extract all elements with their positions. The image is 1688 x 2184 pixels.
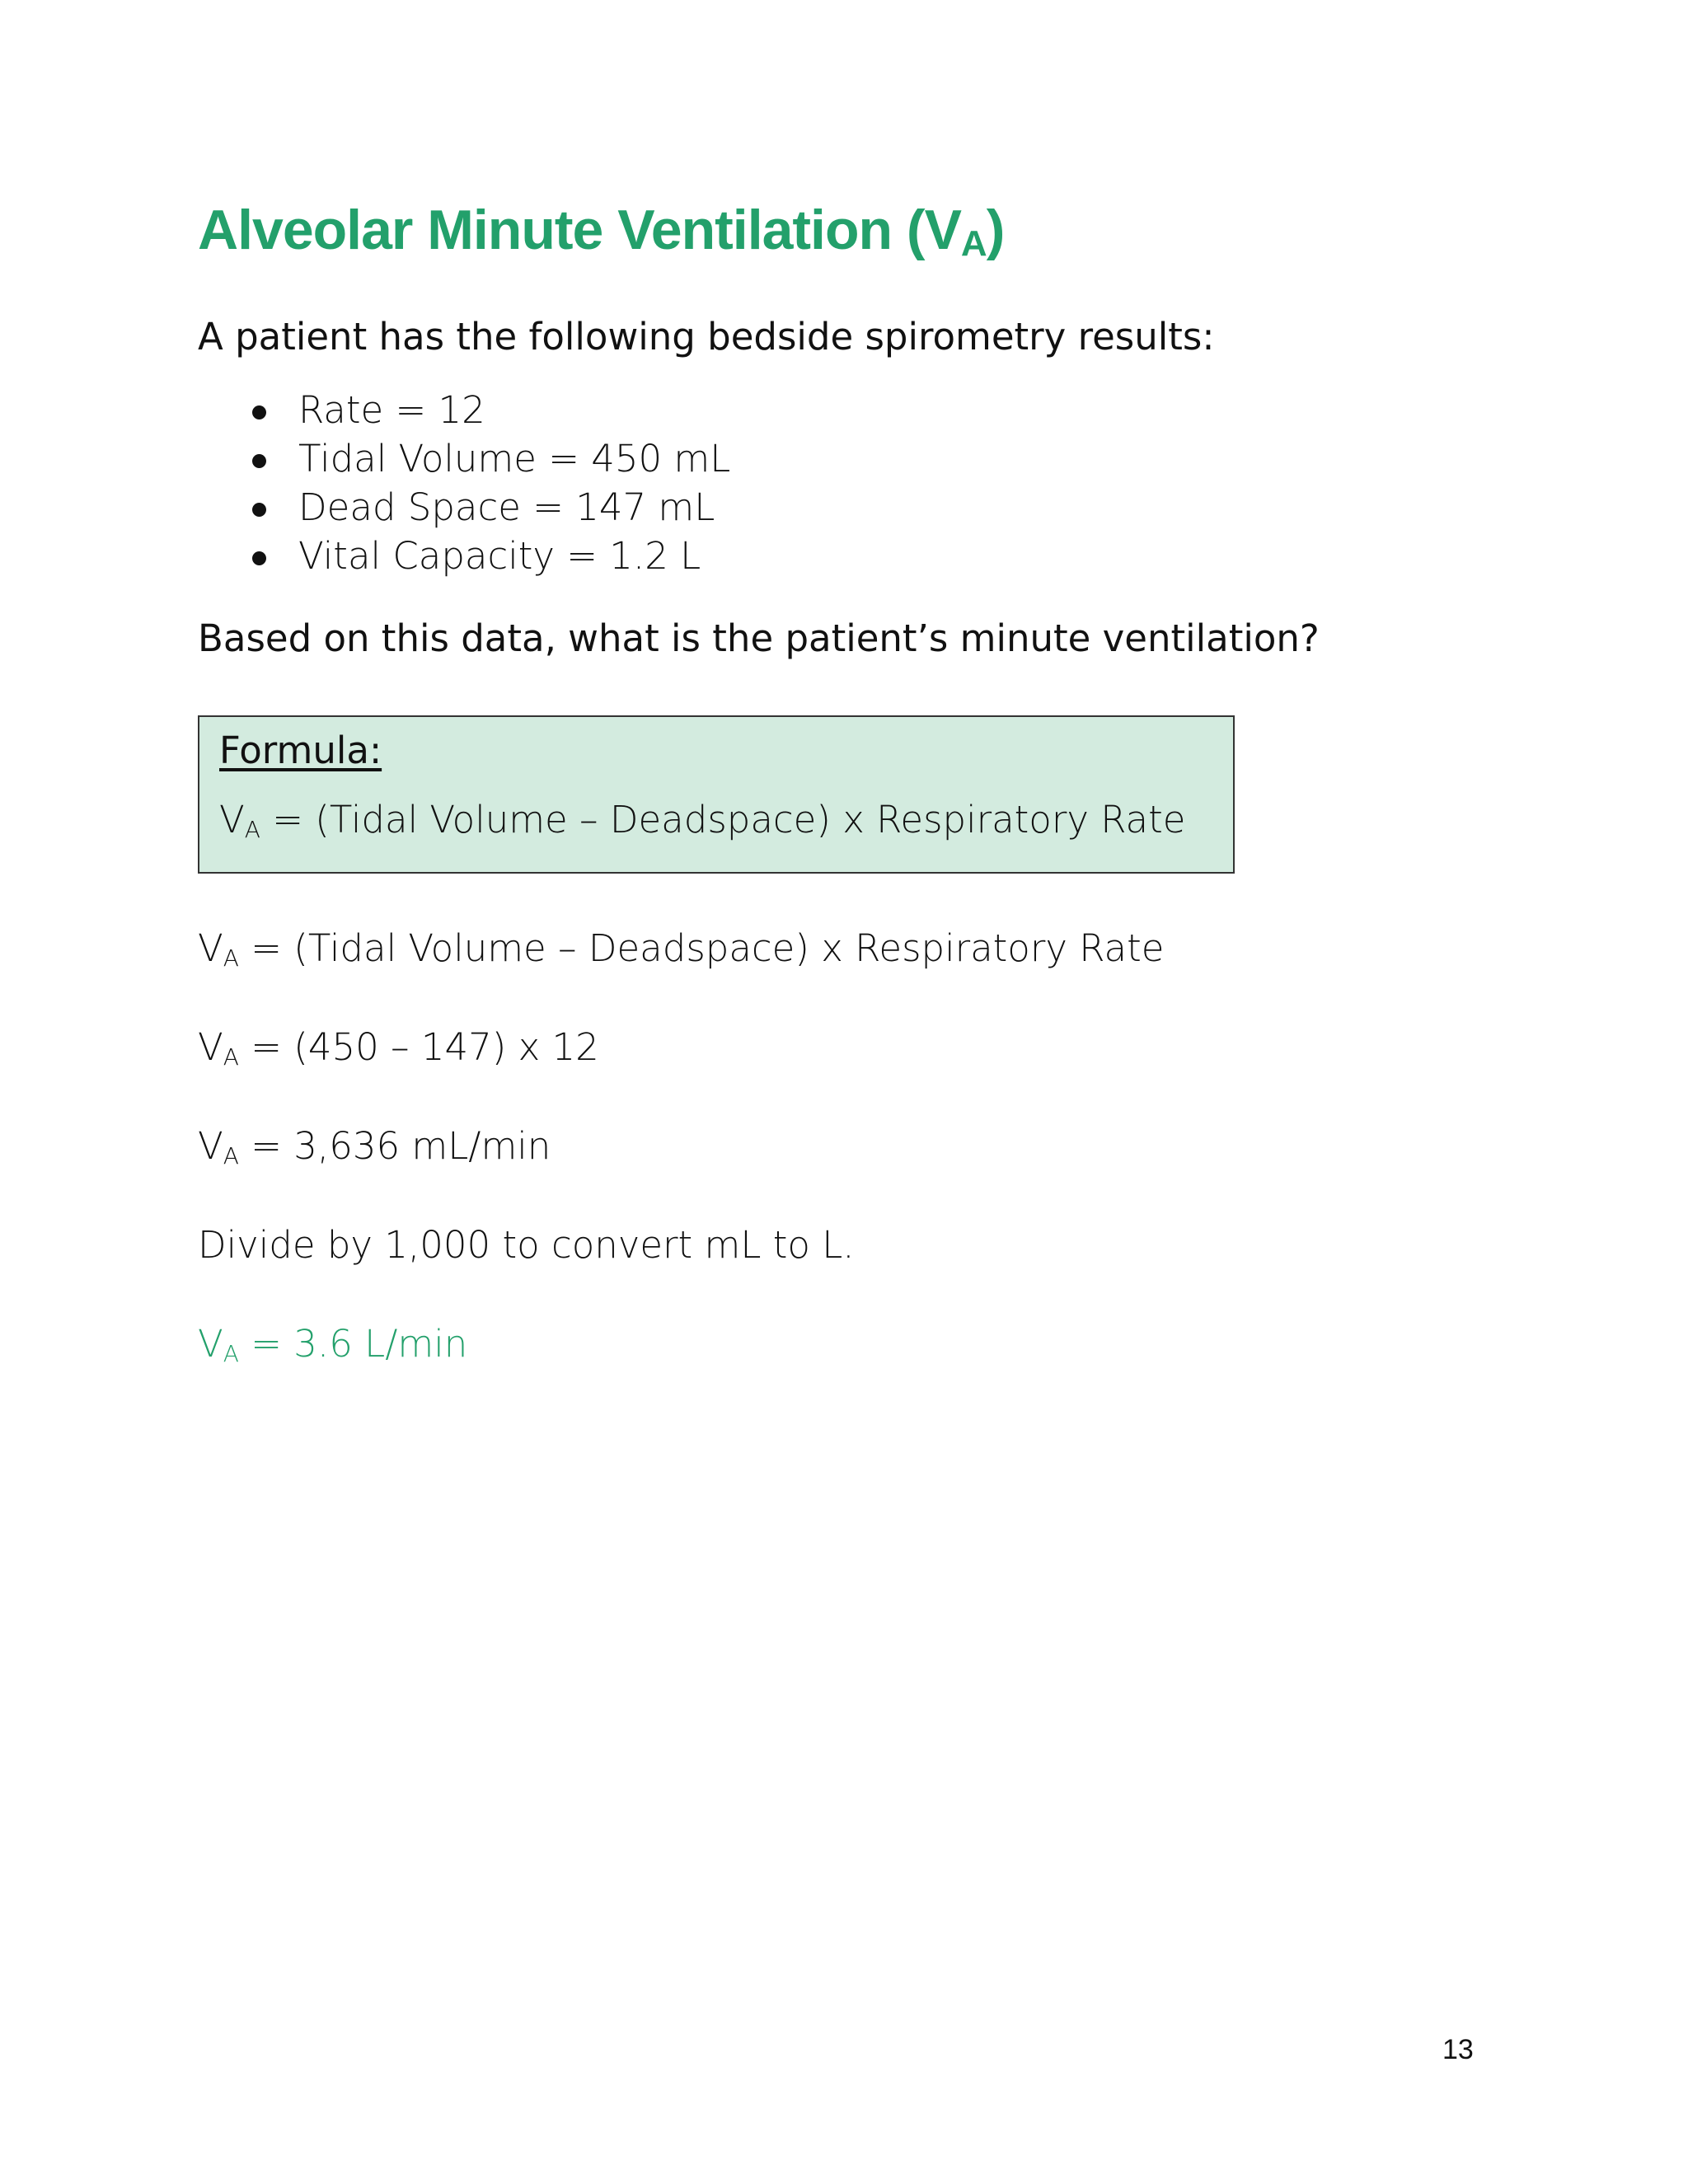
- calc-subscript: A: [223, 944, 239, 972]
- formula-subscript: A: [244, 816, 260, 843]
- formula-expression: [219, 798, 1185, 843]
- calc-v: V: [198, 1025, 223, 1069]
- calc-step-2: [198, 1025, 599, 1071]
- results-list: [247, 386, 730, 580]
- bullet-icon: [252, 551, 266, 565]
- bullet-icon: [252, 454, 266, 468]
- formula-box: [198, 715, 1235, 874]
- calc-subscript: A: [223, 1043, 239, 1071]
- page-title: [198, 198, 1004, 265]
- list-item: [247, 386, 730, 434]
- answer-v: V: [198, 1322, 223, 1366]
- calc-v: V: [198, 926, 223, 970]
- title-subscript: A: [960, 223, 987, 264]
- list-item: [247, 483, 730, 532]
- result-tidal-volume: Tidal Volume = 450 mL: [298, 437, 731, 480]
- list-item: [247, 532, 730, 580]
- conversion-note: Divide by 1,000 to convert mL to L.: [198, 1223, 855, 1267]
- answer-rhs: = 3.6 L/min: [238, 1322, 468, 1366]
- intro-text: A patient has the following bedside spirometry results:: [198, 315, 1215, 359]
- calc-rhs: = (Tidal Volume – Deadspace) x Respiratory Rate: [238, 926, 1165, 970]
- calc-step-3: [198, 1124, 551, 1169]
- page-number: 13: [1442, 2034, 1474, 2065]
- calc-step-1: [198, 926, 1164, 972]
- result-vital-capacity: Vital Capacity = 1.2 L: [298, 534, 701, 578]
- calc-rhs: = (450 – 147) x 12: [238, 1025, 599, 1069]
- formula-label: Formula:: [219, 729, 382, 772]
- bullet-icon: [252, 503, 266, 517]
- calc-rhs: = 3,636 mL/min: [238, 1124, 551, 1168]
- answer-subscript: A: [223, 1340, 239, 1367]
- list-item: [247, 434, 730, 483]
- calc-subscript: A: [223, 1142, 239, 1169]
- formula-v: V: [219, 798, 245, 841]
- result-dead-space: Dead Space = 147 mL: [298, 485, 715, 529]
- question-text: Based on this data, what is the patient’s minute ventilation?: [198, 616, 1320, 660]
- calc-v: V: [198, 1124, 223, 1168]
- title-text: Alveolar Minute Ventilation (V: [198, 199, 961, 261]
- result-rate: Rate = 12: [298, 388, 485, 432]
- title-close: ): [986, 199, 1005, 261]
- bullet-icon: [252, 405, 266, 419]
- final-answer: [198, 1322, 467, 1367]
- formula-rhs: = (Tidal Volume – Deadspace) x Respiratory Rate: [260, 798, 1186, 841]
